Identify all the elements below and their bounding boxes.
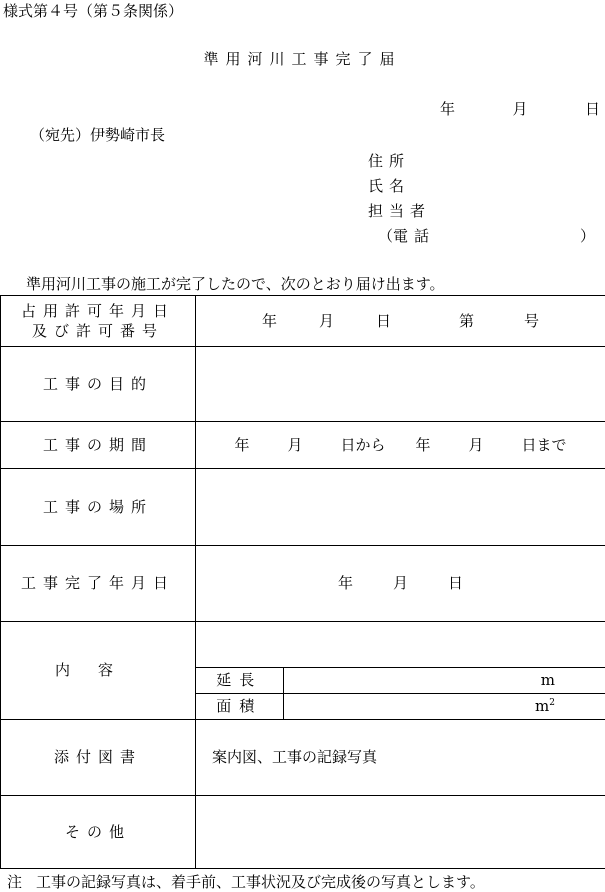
location-value[interactable] bbox=[196, 469, 605, 546]
purpose-value[interactable] bbox=[196, 347, 605, 422]
content-value-cell bbox=[196, 622, 605, 720]
completion-day-label: 日 bbox=[448, 573, 463, 593]
content-label: 内容 bbox=[55, 661, 141, 679]
form-number: 様式第４号（第５条関係） bbox=[3, 0, 183, 21]
permit-label-cell bbox=[1, 296, 196, 347]
length-label: 延長 bbox=[196, 667, 283, 693]
length-value-cell[interactable] bbox=[283, 667, 605, 693]
row-attachments bbox=[1, 720, 605, 796]
row-location bbox=[1, 469, 605, 546]
addressee: （宛先）伊勢崎市長 bbox=[30, 124, 165, 145]
date-month-label: 月 bbox=[512, 98, 527, 119]
date-day-label: 日 bbox=[585, 98, 600, 119]
statement-text: 準用河川工事の施工が完了したので、次のとおり届け出ます。 bbox=[26, 273, 445, 294]
permit-go-label: 号 bbox=[524, 311, 539, 331]
permit-year-label: 年 bbox=[262, 311, 277, 331]
completion-date-value-cell[interactable] bbox=[196, 546, 605, 622]
content-label-cell bbox=[1, 622, 196, 720]
date-year-label: 年 bbox=[440, 98, 455, 119]
row-period bbox=[1, 422, 605, 469]
applicant-person-in-charge-label: 担当者 bbox=[368, 200, 431, 221]
period-end-month: 月 bbox=[469, 435, 484, 455]
document-title: 準用河川工事完了届 bbox=[0, 48, 605, 69]
period-start-day: 日から bbox=[340, 435, 385, 455]
content-value[interactable] bbox=[196, 622, 605, 667]
row-permit bbox=[1, 296, 605, 347]
content-sub-table bbox=[196, 622, 605, 719]
completion-form-table bbox=[0, 295, 605, 869]
period-label: 工事の期間 bbox=[1, 422, 196, 469]
area-label: 面積 bbox=[196, 693, 283, 719]
period-value-cell[interactable] bbox=[196, 422, 605, 469]
footnote-label: 注 bbox=[7, 873, 22, 891]
attachments-label: 添付図書 bbox=[1, 720, 196, 796]
completion-year-label: 年 bbox=[338, 573, 353, 593]
row-other bbox=[1, 796, 605, 869]
completion-month-label: 月 bbox=[393, 573, 408, 593]
permit-day-label: 日 bbox=[376, 311, 391, 331]
permit-month-label: 月 bbox=[319, 311, 334, 331]
row-purpose bbox=[1, 347, 605, 422]
applicant-name-label: 氏名 bbox=[368, 175, 410, 196]
submission-date bbox=[440, 98, 600, 119]
phone-close-paren: ） bbox=[580, 225, 595, 246]
permit-dai-label: 第 bbox=[459, 311, 474, 331]
period-end-day: 日まで bbox=[522, 435, 567, 455]
permit-value-cell[interactable] bbox=[196, 296, 605, 347]
completion-date-label: 工事完了年月日 bbox=[1, 546, 196, 622]
permit-label-line2: 及び許可番号 bbox=[1, 321, 195, 341]
applicant-address-label: 住所 bbox=[368, 150, 410, 171]
footnote bbox=[7, 871, 485, 892]
length-unit: m bbox=[541, 671, 555, 689]
area-unit-superscript: 2 bbox=[549, 698, 555, 708]
attachments-value[interactable]: 案内図、工事の記録写真 bbox=[196, 720, 605, 796]
purpose-label: 工事の目的 bbox=[1, 347, 196, 422]
row-completion-date bbox=[1, 546, 605, 622]
footnote-text: 工事の記録写真は、着手前、工事状況及び完成後の写真とします。 bbox=[36, 873, 485, 891]
period-end-year: 年 bbox=[416, 435, 431, 455]
area-unit: m bbox=[535, 697, 549, 715]
applicant-phone-label: 電話 bbox=[393, 225, 435, 246]
phone-open-paren: （ bbox=[378, 225, 393, 246]
permit-label-line1: 占用許可年月日 bbox=[1, 301, 195, 321]
area-value-cell[interactable] bbox=[283, 693, 605, 719]
row-content bbox=[1, 622, 605, 720]
location-label: 工事の場所 bbox=[1, 469, 196, 546]
period-start-year: 年 bbox=[234, 435, 249, 455]
other-value[interactable] bbox=[196, 796, 605, 869]
period-start-month: 月 bbox=[287, 435, 302, 455]
other-label: その他 bbox=[1, 796, 196, 869]
